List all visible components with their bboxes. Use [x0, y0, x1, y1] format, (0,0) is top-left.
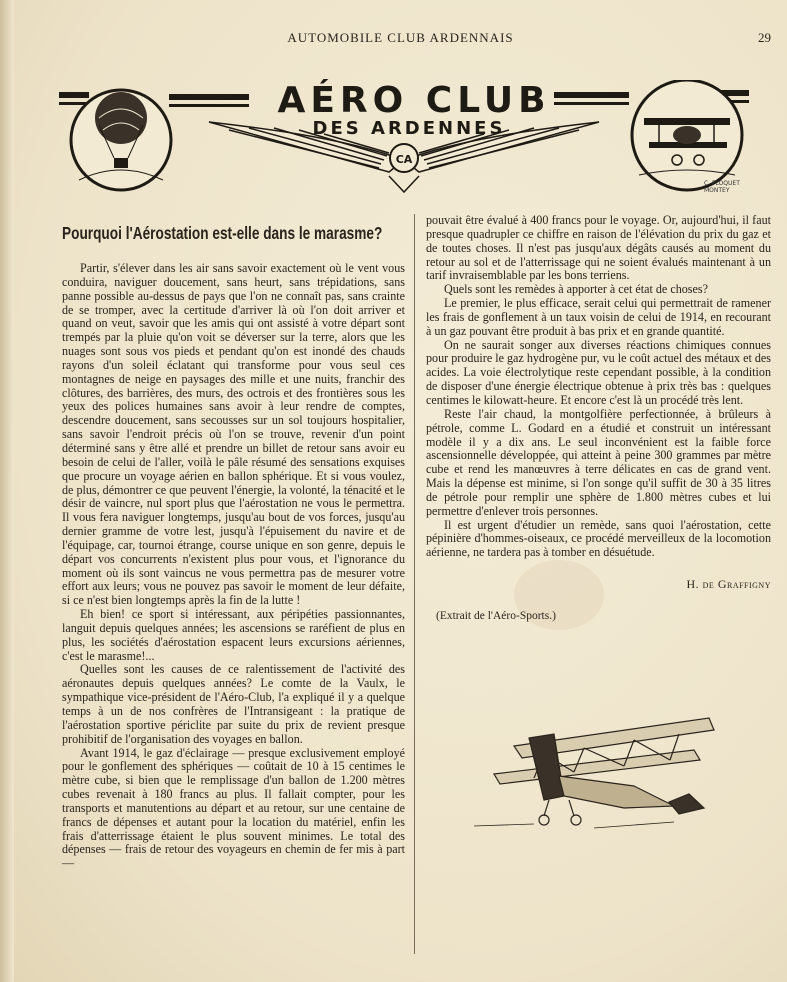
banner-title: AÉRO CLUB [277, 80, 551, 121]
artist-signature-name: C. FLOQUET [704, 180, 740, 187]
banner-subtitle: DES ARDENNES [312, 118, 506, 139]
article-paragraph: Reste l'air chaud, la montgolfière perfectionnée, à brûleurs à pétrole, comme L. Godard en a étudié et construit un intéressant modèle il y a dix ans. Le seul inconvénient est la faible force ascensionnelle développée, qui atteint à peine 300 grammes par mètre cube et rend les manœuvres à terre délicates en cas de grand vent. Mais la dépense est minime, si l'on songe qu'il suffit de 30 à 35 litres de pétrole pour remplir une sphère de 1.800 mètres cubes et lui permettre d'enlever trois personnes. [426, 406, 771, 518]
article-author: H. de Graffigny [686, 577, 771, 592]
biplane-medallion-icon [632, 80, 742, 190]
article-source: (Extrait de l'Aéro-Sports.) [436, 609, 556, 622]
balloon-medallion-icon [71, 90, 171, 190]
column-divider [414, 214, 415, 954]
artist-signature [704, 180, 740, 194]
article-right-column [426, 214, 771, 624]
artist-signature-sub: MONTEY [704, 187, 730, 194]
book-binding-edge [0, 0, 14, 982]
article-paragraph: Partir, s'élever dans les air sans savoir exactement où le vent vous conduira, naviguer doucement, sans heurt, sans trépidations, sans panne possible au-dessus de pays que l'on ne connaît pas, sans crainte de se tromper, avec la certitude d'arriver là où l'on doit arriver et quand on veut, savoir que les amis qui ont assisté à votre départ sont trempés par la pluie qu'on voit se déverser sur la terre, alors que les nuages sont sous vos pieds et pendant qu'on est inondé des chauds rayons d'un soleil éclatant qui transforme pour vous seul ces montagnes de neige en paysages des mille et une nuits, franchir des clôtures, des barrières, des murs, des octrois et des frontières sous les yeux des polices humaines sans avoir à leur rendre de comptes, descendre doucement, sans secousses sur un sol toujours hospitalier, sans savoir l'endroit précis où l'on se trouve, revenir d'un point déterminé sans y être allé et prendre un billet de retour sans avoir eu besoin de celui de l'aller, voilà le pâle résumé des sensations exquises que procure un voyage aérien en ballon sphérique. Et si vous voulez, de plus, démontrer ce que peuvent l'énergie, la volonté, la ténacité et le désir de vaincre, nul sport plus que l'aérostation ne vous le permettra. Il vous fera naviguer longtemps, jusqu'au bout de vos forces, jusqu'au dernier gramme de votre lest, jusqu'à l'épuisement du navire et de l'équipage, car, tournoi étrange, course unique en son genre, depuis le départ vos concurrents n'existent plus pour vous, et l'ignorance du moment où ils sont vaincus ne vous permettra pas de mesurer votre effort aux leurs; vous ne pouvez pas savoir le moment de leur défaite, si ce n'est bien longtemps après la fin de la lutte ! [62, 261, 405, 608]
article-title: Pourquoi l'Aérostation est-elle dans le marasme? [62, 223, 383, 243]
article-paragraph: pouvait être évalué à 400 francs pour le voyage. Or, aujourd'hui, il faut presque quadrupler ce chiffre en raison de l'élévation du prix du gaz et de toutes choses. Il n'est pas jusqu'aux dégâts causés au moment du retour au sol et de l'atterrissage qui ne soient évalués maintenant à un tarif invraisemblable par les bons terriens. [426, 213, 771, 283]
article-paragraph: Il est urgent d'étudier un remède, sans quoi l'aérostation, cette pépinière d'hommes-oiseaux, ce procédé merveilleux de la locomotion aérienne, ne tardera pas à tomber en désuétude. [426, 517, 771, 560]
page-number: 29 [758, 30, 771, 45]
article-paragraph: On ne saurait songer aux diverses réactions chimiques connues pour produire le gaz hydrogène pur, vu le coût actuel des métaux et des acides. La voie électrolytique reste cependant possible, à la condition de disposer d'une énergie électrique obtenue à prix très bas : quelques centimes le kilowatt-heure. Et encore c'est là un procédé très lent. [426, 337, 771, 407]
page [14, 0, 787, 982]
article-paragraph: Eh bien! ce sport si intéressant, aux péripéties passionnantes, languit depuis quelques années; les ascensions se raréfient de plus en plus, les sociétés d'aérostation espacent leurs excursions aériennes, c'est le marasme!... [62, 607, 405, 663]
article-paragraph: Quelles sont les causes de ce ralentissement de l'activité des aéronautes depuis quelques années? Le comte de la Vaulx, le sympathique vice-président de l'Aéro-Club, l'a expliqué il y a quelque temps à un de nos confrères de l'Intransigeant : la pratique de l'aérostation sportive périclite par suite du prix de revient presque prohibitif de l'organisation des voyages en ballon. [62, 662, 405, 746]
article-paragraph: Le premier, le plus efficace, serait celui qui permettrait de ramener les frais de gonflement à un taux voisin de celui de 1914, en recourant à un gaz pouvant être produit à bas prix et en grande quantité. [426, 296, 771, 338]
emblem-letters: CA [395, 153, 413, 166]
biplane-illustration [474, 716, 734, 836]
article-left-column [62, 222, 405, 871]
article-paragraph: Quels sont les remèdes à apporter à cet état de choses? [444, 282, 708, 297]
running-head: AUTOMOBILE CLUB ARDENNAIS [287, 30, 514, 45]
article-paragraph: Avant 1914, le gaz d'éclairage — presque exclusivement employé pour le gonflement des sphériques — coûtait de 10 à 15 centimes le mètre cube, si bien que le remplissage d'un ballon de 1.200 mètres cubes revenait à 180 francs au plus. Il fallait compter, pour les transports et manutentions au départ et au retour, sur une centaine de francs de dépenses et autant pour la location du matériel, enfin les frais d'atterrissage étaient le plus souvent minimes. Le total des dépenses — frais de retour des voyageurs en chemin de fer mis à part — [62, 745, 405, 871]
